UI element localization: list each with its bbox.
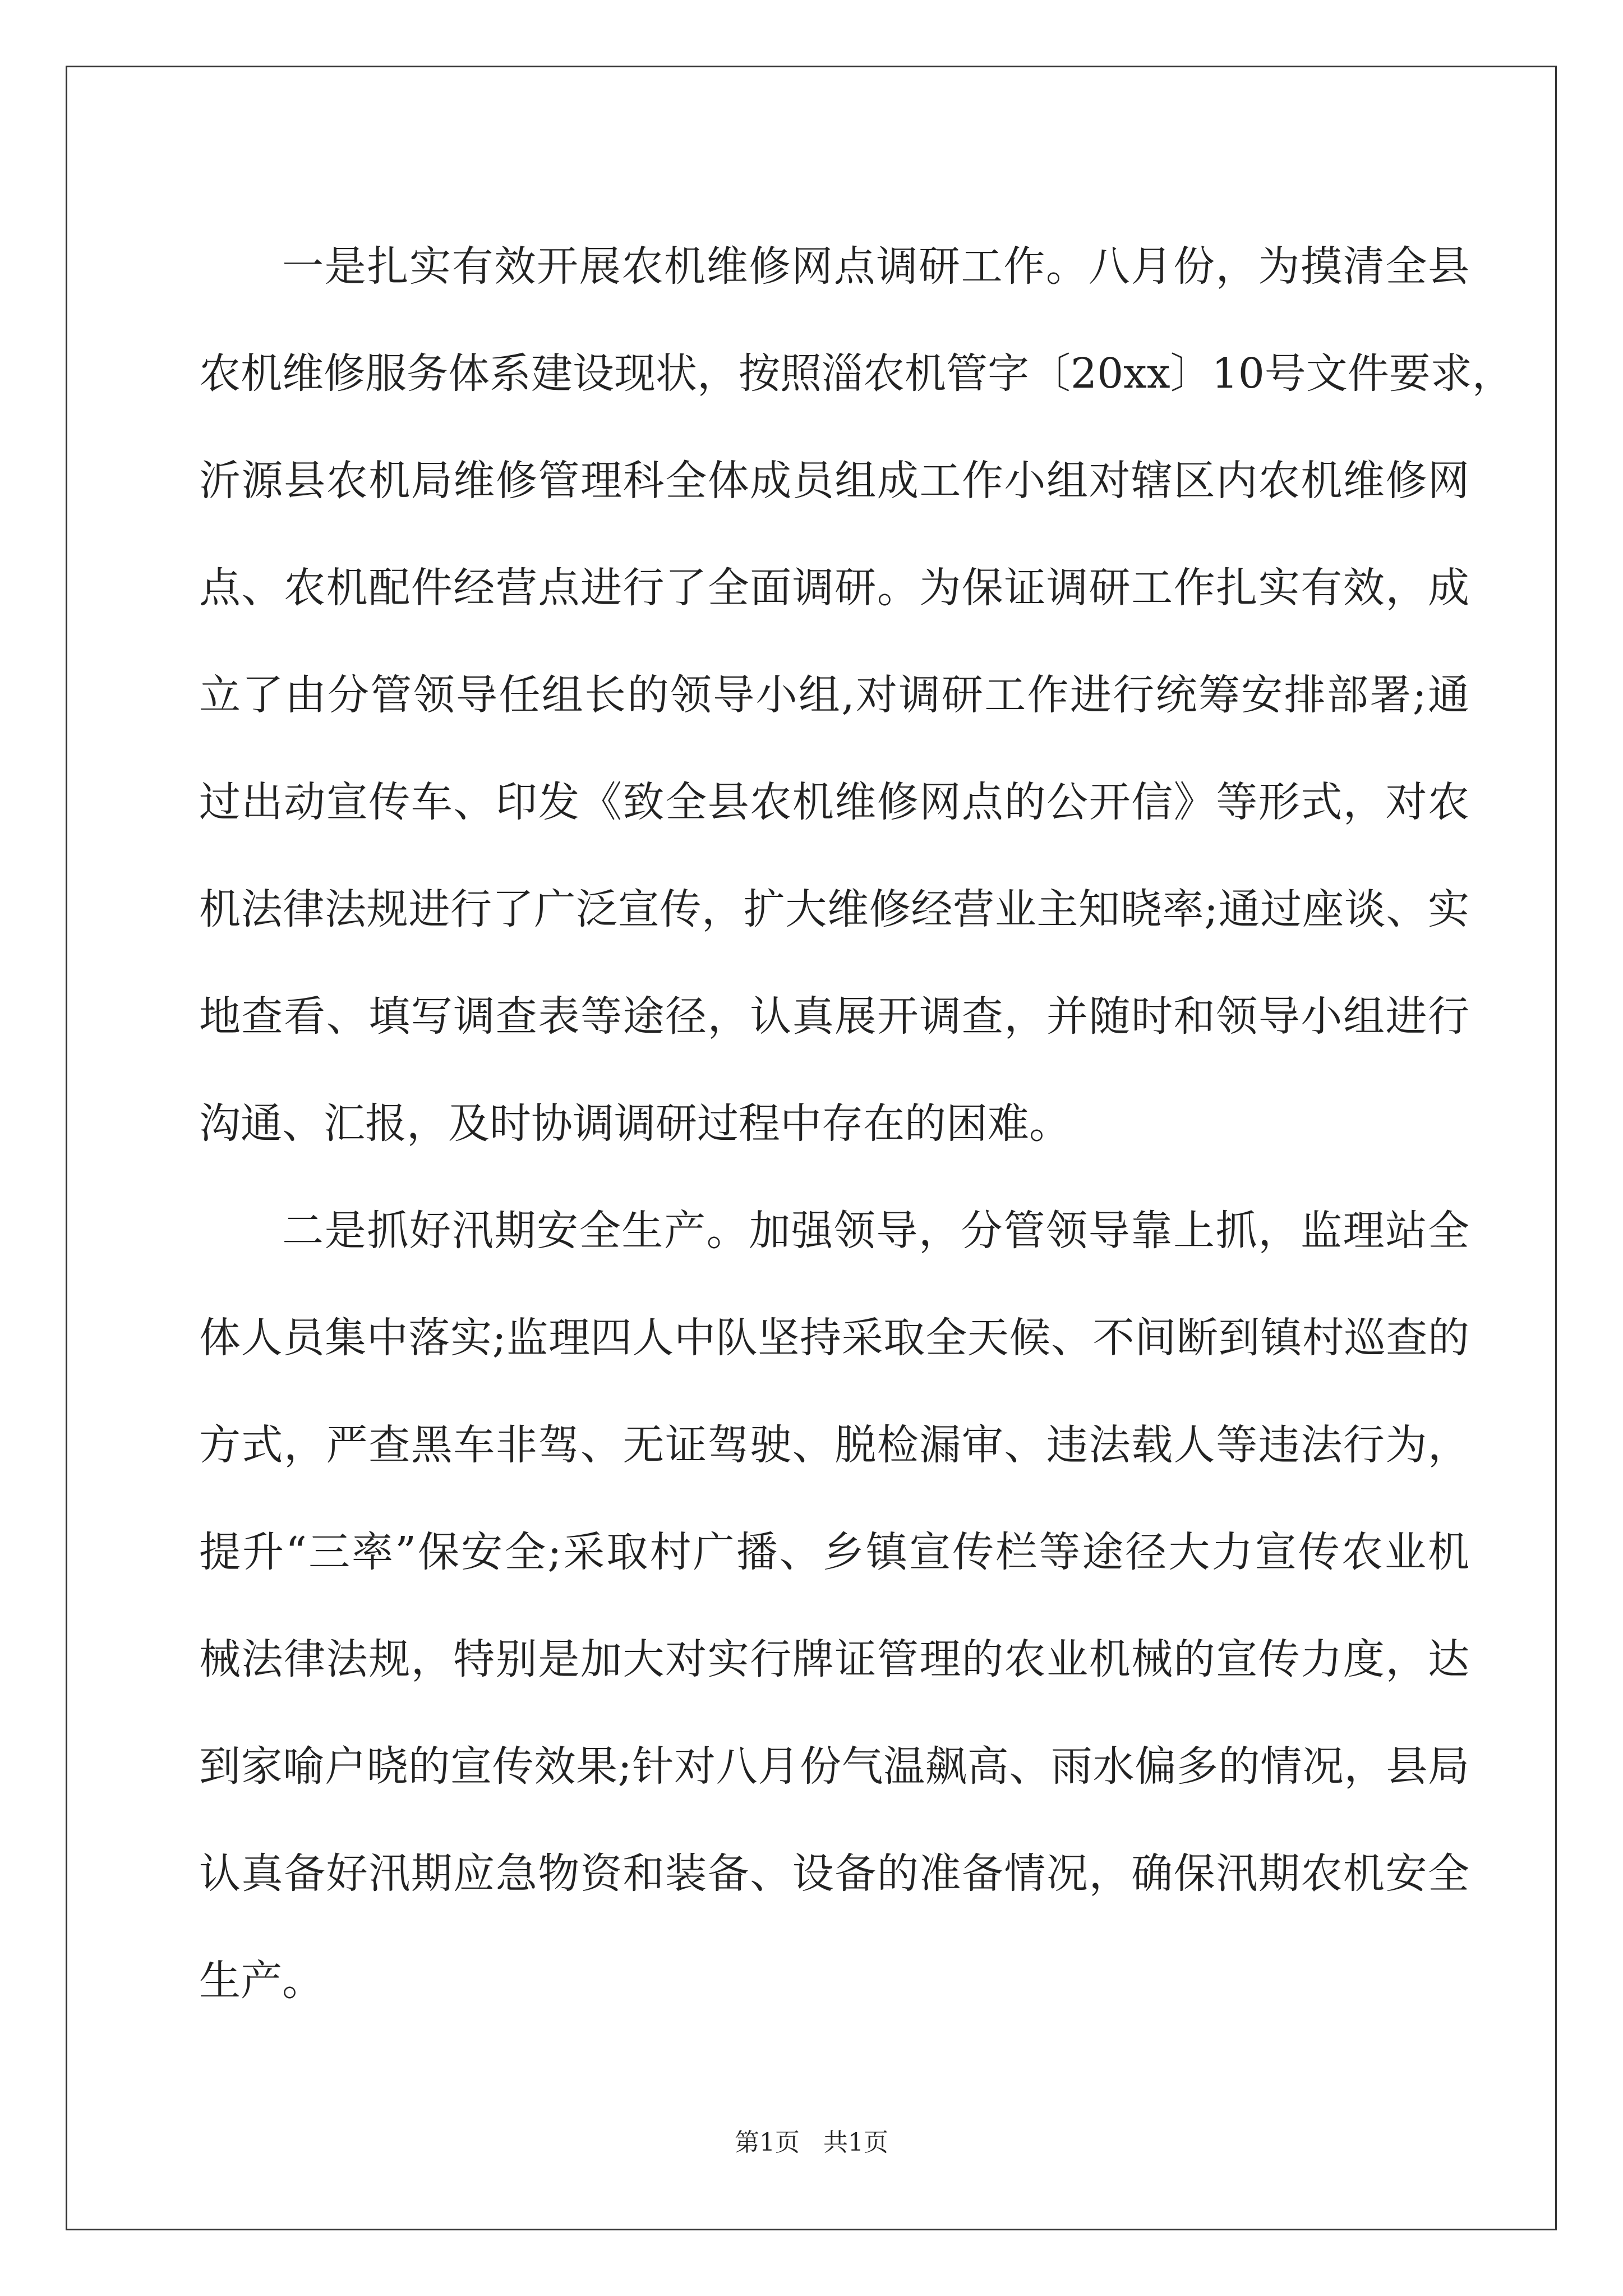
page-number-current: 第1页 (735, 2128, 800, 2157)
paragraph-line: 地查看、填写调查表等途径，认真展开调查，并随时和领导小组进行 (199, 992, 1469, 1041)
paragraph-line: 沂源县农机局维修管理科全体成员组成工作小组对辖区内农机维修网 (199, 457, 1469, 505)
paragraph-line: 立了由分管领导任组长的领导小组,对调研工作进行统筹安排部署;通 (199, 671, 1469, 719)
page-number-total: 共1页 (823, 2128, 888, 2157)
paragraph-2 (199, 1177, 1469, 2035)
paragraph-line: 认真备好汛期应急物资和装备、设备的准备情况，确保汛期农机安全 (199, 1849, 1469, 1898)
paragraph-line: 到家喻户晓的宣传效果;针对八月份气温飙高、雨水偏多的情况，县局 (199, 1742, 1469, 1791)
paragraph-line: 械法律法规，特别是加大对实行牌证管理的农业机械的宣传力度，达 (199, 1635, 1469, 1683)
paragraph-line: 提升“三率”保安全;采取村广播、乡镇宣传栏等途径大力宣传农业机 (199, 1528, 1469, 1576)
paragraph-line: 方式，严查黑车非驾、无证驾驶、脱检漏审、违法载人等违法行为， (199, 1421, 1469, 1469)
paragraph-line: 生产。 (199, 1957, 324, 2005)
paragraph-line: 体人员集中落实;监理四人中队坚持采取全天候、不间断到镇村巡查的 (199, 1314, 1469, 1362)
paragraph-line: 过出动宣传车、印发《致全县农机维修网点的公开信》等形式，对农 (199, 778, 1469, 826)
paragraph-line: 农机维修服务体系建设现状，按照淄农机管字〔20xx〕10号文件要求， (199, 349, 1514, 398)
paragraph-line: 点、农机配件经营点进行了全面调研。为保证调研工作扎实有效，成 (199, 564, 1469, 612)
paragraph-1 (199, 213, 1514, 1177)
page-footer (0, 2122, 1623, 2158)
document-body (199, 213, 1514, 2035)
paragraph-line: 沟通、汇报，及时协调调研过程中存在的困难。 (199, 1099, 1071, 1148)
paragraph-line: 机法律法规进行了广泛宣传，扩大维修经营业主知晓率;通过座谈、实 (199, 885, 1469, 933)
paragraph-line: 一是扎实有效开展农机维修网点调研工作。八月份，为摸清全县 (282, 242, 1469, 291)
paragraph-line: 二是抓好汛期安全生产。加强领导，分管领导靠上抓，监理站全 (282, 1207, 1469, 1255)
